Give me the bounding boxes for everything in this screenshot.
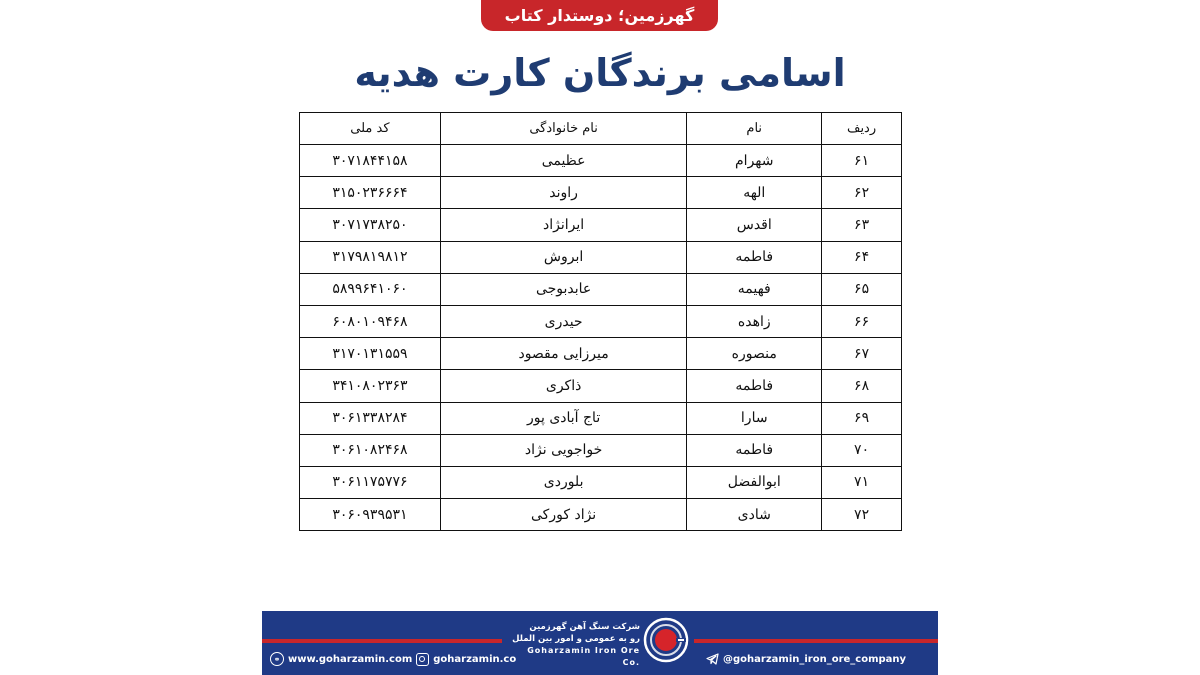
national-code: ۳۰۶۱۱۷۵۷۷۶ [300, 466, 441, 498]
table-row [300, 338, 902, 370]
national-code: ۳۱۷۹۸۱۹۸۱۲ [300, 241, 441, 273]
top-banner [481, 0, 718, 31]
national-code: ۳۰۶۱۰۸۲۴۶۸ [300, 434, 441, 466]
table-row [300, 499, 902, 531]
row-number: ۶۲ [822, 177, 902, 209]
row-number: ۶۳ [822, 209, 902, 241]
first-name: فاطمه [687, 370, 822, 402]
national-code: ۳۰۷۱۷۳۸۲۵۰ [300, 209, 441, 241]
table-row [300, 402, 902, 434]
first-name: سارا [687, 402, 822, 434]
last-name: ابروش [440, 241, 687, 273]
row-number: ۶۶ [822, 305, 902, 337]
last-name: تاج آبادی پور [440, 402, 687, 434]
page-title: اسامی برندگان کارت هدیه [354, 51, 846, 95]
table-row [300, 145, 902, 177]
company-name-en: Goharzamin Iron Ore Co. [527, 646, 640, 667]
company-dept-fa: رو به عمومی و امور بین الملل [512, 634, 640, 644]
last-name: بلوردی [440, 466, 687, 498]
first-name: ابوالفضل [687, 466, 822, 498]
table-row [300, 209, 902, 241]
last-name: خواجویی نژاد [440, 434, 687, 466]
first-name: فاطمه [687, 241, 822, 273]
instagram-link[interactable]: goharzamin.co [433, 653, 517, 665]
row-number: ۶۸ [822, 370, 902, 402]
last-name: عابدبوجی [440, 273, 687, 305]
website-link[interactable]: www.goharzamin.com [288, 653, 413, 665]
first-name: شادی [687, 499, 822, 531]
table-row [300, 370, 902, 402]
last-name: ایرانژاد [440, 209, 687, 241]
national-code: ۶۰۸۰۱۰۹۴۶۸ [300, 305, 441, 337]
globe-icon: ⚭ [270, 652, 284, 666]
national-code: ۳۱۷۰۱۳۱۵۵۹ [300, 338, 441, 370]
national-code: ۳۰۶۰۹۳۹۵۳۱ [300, 499, 441, 531]
instagram-icon [416, 653, 429, 666]
national-code: ۵۸۹۹۶۴۱۰۶۰ [300, 273, 441, 305]
last-name: حیدری [440, 305, 687, 337]
banner-text: گهرزمین؛ دوستدار کتاب [504, 6, 695, 25]
first-name: اقدس [687, 209, 822, 241]
footer-bar [262, 611, 938, 675]
header-last-name: نام خانوادگی [440, 113, 687, 145]
row-number: ۶۵ [822, 273, 902, 305]
table-row [300, 434, 902, 466]
table-row [300, 466, 902, 498]
first-name: فهیمه [687, 273, 822, 305]
footer-red-line-left [262, 639, 502, 643]
first-name: فاطمه [687, 434, 822, 466]
row-number: ۶۱ [822, 145, 902, 177]
table-row [300, 273, 902, 305]
last-name: میرزایی مقصود [440, 338, 687, 370]
last-name: نژاد کورکی [440, 499, 687, 531]
row-number: ۶۷ [822, 338, 902, 370]
table-row [300, 241, 902, 273]
table-header-row [300, 113, 902, 145]
last-name: ذاکری [440, 370, 687, 402]
table-row [300, 305, 902, 337]
row-number: ۶۹ [822, 402, 902, 434]
winners-table [299, 112, 902, 531]
company-name-fa: شرکت سنگ آهن گهرزمین [529, 622, 640, 632]
row-number: ۷۱ [822, 466, 902, 498]
table-row [300, 177, 902, 209]
first-name: منصوره [687, 338, 822, 370]
footer-links-right [706, 649, 906, 669]
last-name: راوند [440, 177, 687, 209]
first-name: الهه [687, 177, 822, 209]
telegram-icon [706, 653, 719, 665]
footer-links-left [270, 649, 516, 669]
footer-red-line-right [694, 639, 938, 643]
national-code: ۳۰۷۱۸۴۴۱۵۸ [300, 145, 441, 177]
telegram-link[interactable]: @goharzamin_iron_ore_company [723, 653, 907, 665]
company-logo-icon [643, 617, 689, 663]
header-row-number: ردیف [822, 113, 902, 145]
national-code: ۳۰۶۱۳۳۸۲۸۴ [300, 402, 441, 434]
first-name: زاهده [687, 305, 822, 337]
row-number: ۷۰ [822, 434, 902, 466]
national-code: ۳۴۱۰۸۰۲۳۶۳ [300, 370, 441, 402]
first-name: شهرام [687, 145, 822, 177]
last-name: عظیمی [440, 145, 687, 177]
header-national-code: کد ملی [300, 113, 441, 145]
company-name-block [510, 621, 640, 669]
row-number: ۷۲ [822, 499, 902, 531]
row-number: ۶۴ [822, 241, 902, 273]
header-first-name: نام [687, 113, 822, 145]
national-code: ۳۱۵۰۲۳۶۶۶۴ [300, 177, 441, 209]
